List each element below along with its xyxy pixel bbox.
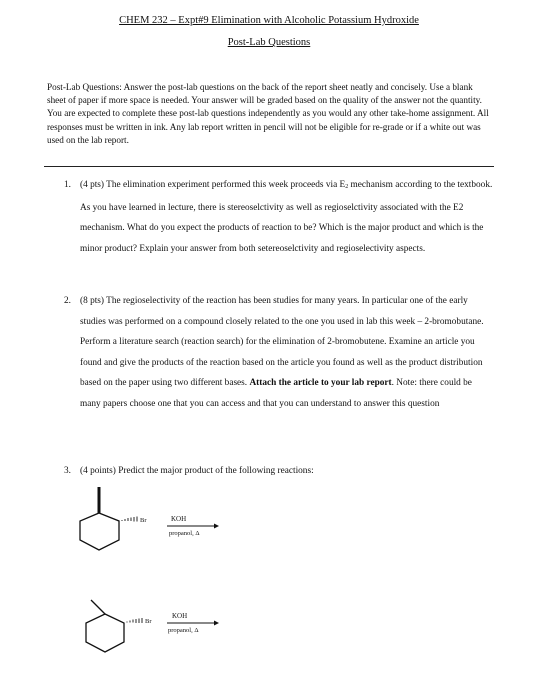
conditions-label: propanol, Δ	[168, 627, 199, 634]
question-number: 3.	[64, 466, 71, 476]
bromine-label: Br	[145, 618, 152, 625]
cyclohexane-structure	[86, 600, 124, 652]
page-title: CHEM 232 – Expt#9 Elimination with Alcoholic Potassium Hydroxide	[119, 15, 419, 26]
arrow-head	[214, 621, 219, 626]
reagent-label: KOH	[171, 515, 187, 523]
question-text: (4 pts) The elimination experiment performed this week proceeds via E2 mechanism according to the textbook. As you have learned in lecture, there is stereoselctivity as well as regioselctivity associated with the E2 mechanism. What do you expect the products of reaction to be? Which is the major product and which is the minor product? Explain your answer from both setereoselctivity and regioselectivity aspects.	[80, 180, 493, 254]
conditions-label: propanol, Δ	[169, 530, 200, 537]
question-number: 1.	[64, 180, 71, 190]
reagent-label: KOH	[172, 612, 188, 620]
question-text: (8 pts) The regioselectivity of the reaction has been studies for many years. In particular one of the early studies was performed on a compound closely related to the one you used in lab this week – 2-bromobutane. Perform a literature search (reaction search) for the elimination of 2-bromobutene. Examine an article you found and give the products of the reaction based on the article you found as well as the product distribution based on the paper using two different bases. Attach the article to your lab report. Note: there could be many papers choose one that you can access and that you can understand to answer this question	[80, 296, 484, 409]
bold-instruction: Attach the article to your lab report	[249, 378, 392, 388]
bromine-label: Br	[140, 517, 147, 524]
subscript: 2	[345, 184, 349, 190]
page-subtitle: Post-Lab Questions	[227, 37, 311, 48]
question-text: (4 points) Predict the major product of the following reactions:	[80, 466, 314, 476]
instructions-paragraph: Post-Lab Questions: Answer the post-lab questions on the back of the report sheet neatly and concisely. Use a blank sheet of paper if more space is needed. Your answer will be graded based on the quality of the answer not the quantity. You are expected to complete these post-lab questions independently as you would any other take-home assignment. All responses must be written in ink. Any lab report written in pencil will not be eligible for re-grade or if a white out was used on the lab report.	[47, 82, 489, 145]
hashed-wedge-bond	[127, 618, 142, 623]
question-number: 2.	[64, 296, 71, 306]
